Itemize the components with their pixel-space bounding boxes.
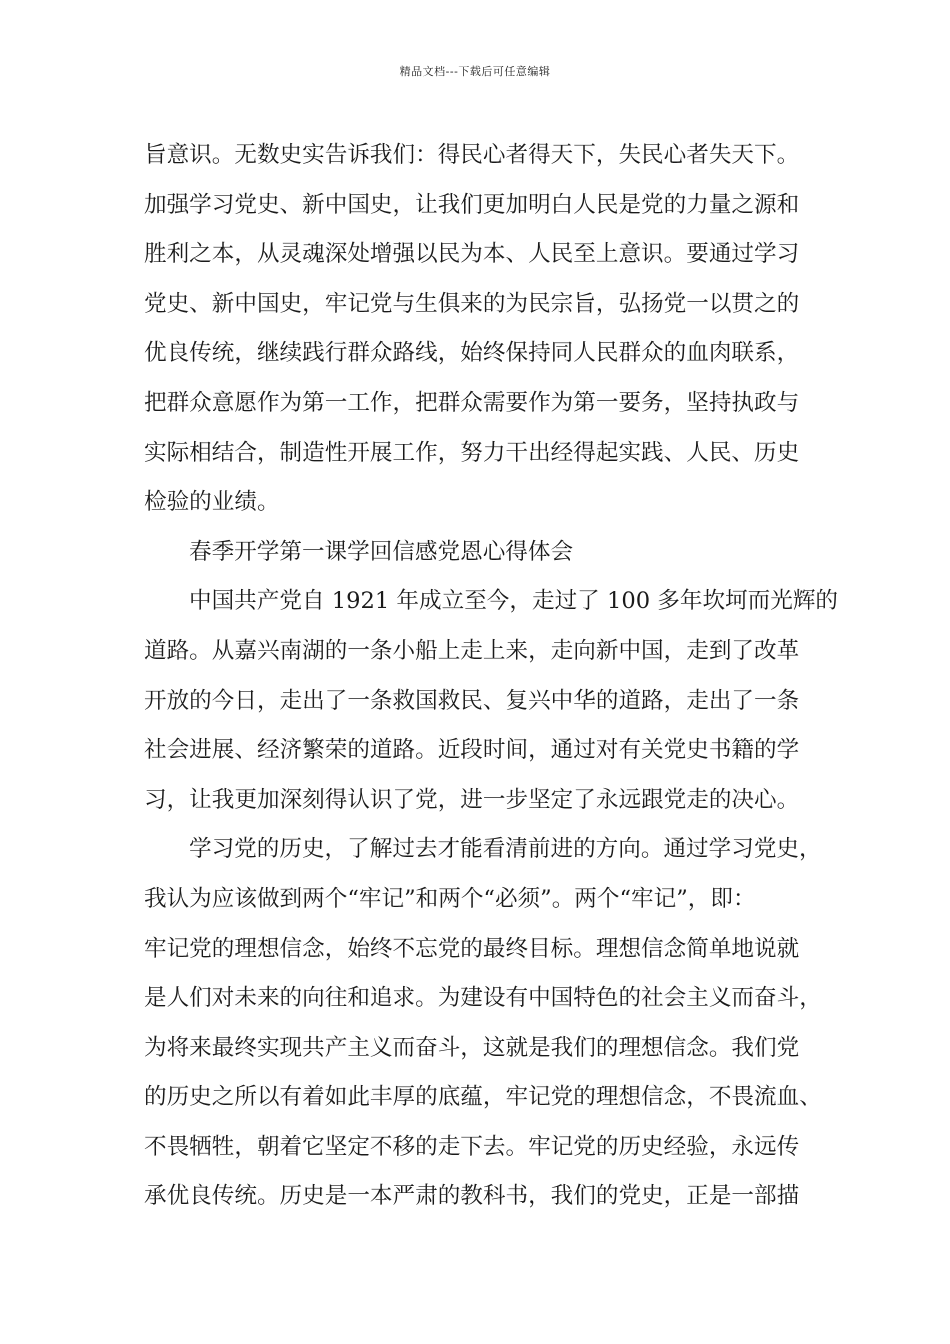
section-title-line: 春季开学第一课学回信感党恩心得体会	[189, 538, 574, 565]
text-line: 优良传统，继续践行群众路线，始终保持同人民群众的血肉联系，	[144, 340, 800, 367]
text-line: 不畏牺牲，朝着它坚定不移的走下去。牢记党的历史经验，永远传	[144, 1133, 800, 1160]
text-line: 我认为应该做到两个“牢记”和两个“必须”。两个“牢记”，即：	[144, 885, 756, 912]
document-body	[144, 131, 839, 1222]
text-line: 旨意识。无数史实告诉我们：得民心者得天下，失民心者失天下。	[144, 142, 800, 168]
section-title	[144, 528, 816, 578]
text-line: 牢记党的理想信念，始终不忘党的最终目标。理想信念简单地说就	[144, 935, 800, 962]
text-line: 是人们对未来的向往和追求。为建设有中国特色的社会主义而奋斗，	[144, 985, 822, 1012]
text-line: 胜利之本，从灵魂深处增强以民为本、人民至上意识。要通过学习	[144, 241, 800, 268]
paragraph	[144, 577, 839, 825]
text-line: 的历史之所以有着如此丰厚的底蕴，牢记党的理想信念，不畏流血、	[144, 1084, 822, 1111]
page-header: 精品文档---下载后可任意编辑	[399, 65, 551, 78]
paragraph	[144, 131, 816, 528]
text-line: 习，让我更加深刻得认识了党，进一步坚定了永远跟党走的决心。	[144, 786, 800, 813]
text-line: 道路。从嘉兴南湖的一条小船上走上来，走向新中国，走到了改革	[144, 637, 800, 664]
text-line: 党史、新中国史，牢记党与生俱来的为民宗旨，弘扬党一以贯之的	[144, 290, 800, 317]
text-line: 实际相结合，制造性开展工作，努力干出经得起实践、人民、历史	[144, 439, 800, 466]
paragraph	[144, 825, 822, 1222]
text-line: 把群众意愿作为第一工作，把群众需要作为第一要务，坚持执政与	[144, 389, 800, 416]
text-line: 学习党的历史，了解过去才能看清前进的方向。通过学习党史，	[189, 836, 822, 863]
text-line: 开放的今日，走出了一条救国救民、复兴中华的道路，走出了一条	[144, 687, 800, 714]
text-line: 承优良传统。历史是一本严肃的教科书，我们的党史，正是一部描	[144, 1183, 800, 1210]
text-line: 中国共产党自 1921 年成立至今，走过了 100 多年坎坷而光辉的	[189, 588, 839, 615]
text-line: 检验的业绩。	[144, 489, 280, 516]
text-line: 社会进展、经济繁荣的道路。近段时间，通过对有关党史书籍的学	[144, 737, 800, 764]
text-line: 为将来最终实现共产主义而奋斗，这就是我们的理想信念。我们党	[144, 1034, 800, 1061]
text-line: 加强学习党史、新中国史，让我们更加明白人民是党的力量之源和	[144, 191, 800, 218]
